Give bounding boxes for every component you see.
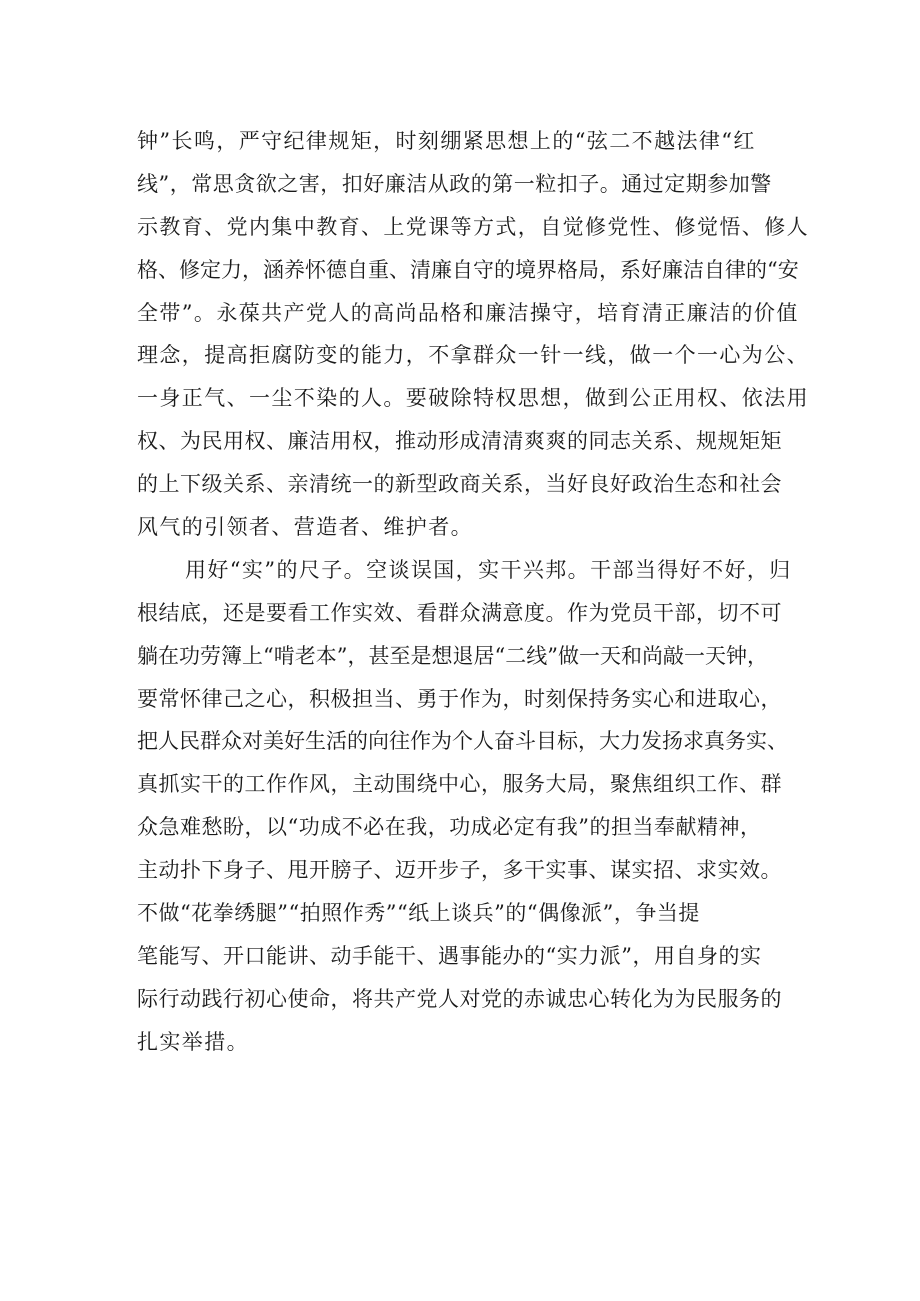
text-line: 际行动践行初心使命，将共产党人对党的赤诚忠心转化为为民服务的 xyxy=(137,986,782,1011)
text-line: 理念，提高拒腐防变的能力，不拿群众一针一线，做一个一心为公、 xyxy=(137,343,809,368)
text-line: 钟”长鸣，严守纪律规矩，时刻绷紧思想上的“弦二不越法律“红 xyxy=(137,129,756,153)
text-line: 众急难愁盼，以“功成不必在我，功成必定有我”的担当奉献精神， xyxy=(137,815,762,840)
text-line: 把人民群众对美好生活的向往作为个人奋斗目标，大力发扬求真务实、 xyxy=(137,729,788,754)
text-line: 的上下级关系、亲清统一的新型政商关系，当好良好政治生态和社会 xyxy=(137,472,782,497)
text-line: 权、为民用权、廉洁用权，推动形成清清爽爽的同志关系、规规矩矩 xyxy=(137,429,782,454)
text-line: 扎实举措。 xyxy=(137,1029,249,1054)
text-line: 不做“花拳绣腿”“拍照作秀”“纸上谈兵”的“偶像派”，争当提 xyxy=(137,901,700,926)
body-text xyxy=(137,120,809,1064)
text-line: 线”，常思贪欲之害，扣好廉洁从政的第一粒扣子。通过定期参加警 xyxy=(137,171,772,196)
text-line: 笔能写、开口能讲、动手能干、遇事能办的“实力派”，用自身的实 xyxy=(137,943,762,968)
paragraph-start-line: 用好“实”的尺子。空谈误国，实干兴邦。干部当得好不好，归 xyxy=(185,557,792,582)
text-line: 真抓实干的工作作风，主动围绕中心，服务大局，聚焦组织工作、群 xyxy=(137,772,782,797)
text-line: 主动扑下身子、甩开膀子、迈开步子，多干实事、谋实招、求实效。 xyxy=(137,858,782,883)
text-line: 示教育、党内集中教育、上党课等方式，自觉修党性、修觉悟、修人 xyxy=(137,214,809,239)
text-line: 格、修定力，涵养怀德自重、清廉自守的境界格局，系好廉洁自律的“安 xyxy=(137,257,799,282)
text-line: 一身正气、一尘不染的人。要破除特权思想，做到公正用权、依法用 xyxy=(137,386,809,411)
text-line: 根结底，还是要看工作实效、看群众满意度。作为党员干部，切不可 xyxy=(137,600,782,625)
text-line: 躺在功劳簿上“啃老本”，甚至是想退居“二线”做一天和尚敲一天钟， xyxy=(137,643,768,668)
text-line: 要常怀律己之心，积极担当、勇于作为，时刻保持务实心和进取心， xyxy=(137,686,782,711)
text-line: 全带”。永葆共产党人的高尚品格和廉洁操守，培育清正廉洁的价值 xyxy=(137,300,799,325)
text-line: 风气的引领者、营造者、维护者。 xyxy=(137,515,473,540)
